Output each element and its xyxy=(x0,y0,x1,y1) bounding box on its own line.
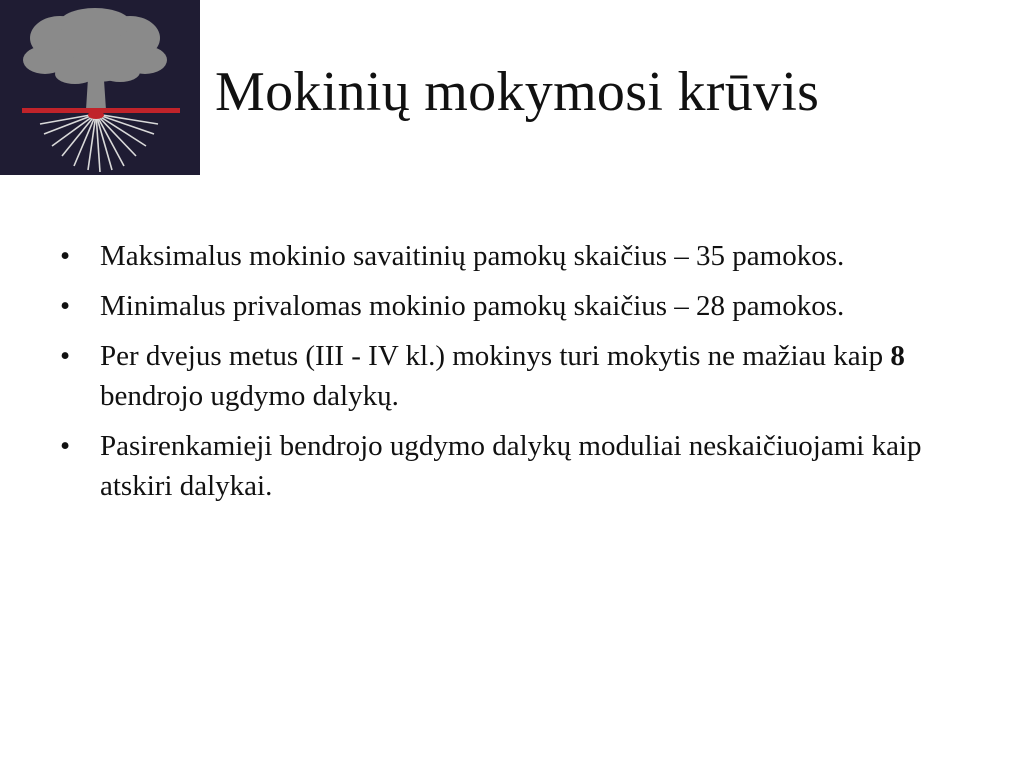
bullet-list xyxy=(60,236,980,516)
bullet-text-start: Per dvejus metus (III - IV kl.) mokinys turi mokytis ne mažiau kaip xyxy=(100,340,891,372)
bullet-item xyxy=(60,336,980,416)
slide-title: Mokinių mokymosi krūvis xyxy=(215,61,820,123)
bullet-dot: • xyxy=(60,340,71,372)
bullet-dot: • xyxy=(60,290,71,322)
bullet-text: Pasirenkamieji bendrojo ugdymo dalykų moduliai neskaičiuojami kaip atskiri dalykai. xyxy=(100,430,922,502)
bullet-item xyxy=(60,426,980,506)
bullet-dot: • xyxy=(60,240,71,272)
bullet-text: Maksimalus mokinio savaitinių pamokų skaičius – 35 pamokos. xyxy=(100,240,845,272)
bullet-text-bold-number: 8 xyxy=(890,340,905,372)
bullet-text: Minimalus privalomas mokinio pamokų skaičius – 28 pamokos. xyxy=(100,290,845,322)
bullet-item xyxy=(60,286,980,326)
bullet-text-end: bendrojo ugdymo dalykų. xyxy=(100,380,399,412)
logo-panel xyxy=(0,0,200,175)
bullet-dot: • xyxy=(60,430,71,462)
bullet-item xyxy=(60,236,980,276)
tree-with-roots-icon xyxy=(0,0,200,175)
